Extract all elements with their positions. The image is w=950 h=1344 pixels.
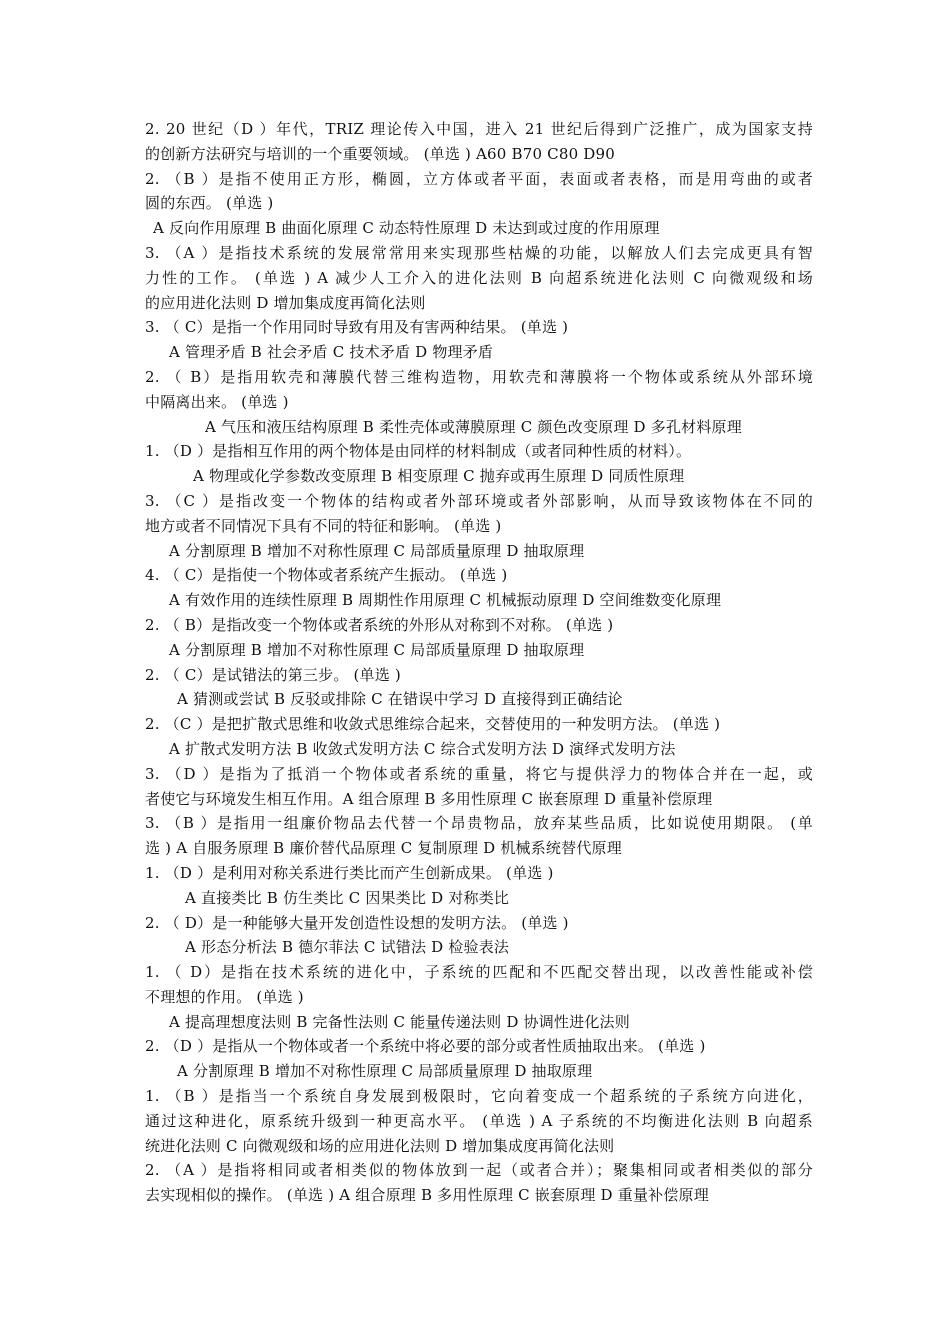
text-line: 3. （B ）是指用一组廉价物品去代替一个昂贵物品，放弃某些品质，比如说使用期限。 (单 bbox=[145, 814, 813, 833]
text-line: A 气压和液压结构原理 B 柔性壳体或薄膜原理 C 颜色改变原理 D 多孔材料原理 bbox=[205, 417, 742, 436]
text-line: 不理想的作用。 (单选 ) bbox=[145, 987, 304, 1006]
text-line: 2. （A ）是指将相同或者相类似的物体放到一起（或者合并）；聚集相同或者相类似的部分 bbox=[145, 1161, 813, 1180]
text-line: A 物理或化学参数改变原理 B 相变原理 C 抛弃或再生原理 D 同质性原理 bbox=[193, 467, 685, 486]
text-line: 选 ) A 自服务原理 B 廉价替代品原理 C 复制原理 D 机械系统替代原理 bbox=[145, 839, 622, 858]
text-line: A 猜测或尝试 B 反驳或排除 C 在错误中学习 D 直接得到正确结论 bbox=[177, 690, 623, 709]
text-line: 通过这种进化，原系统升级到一种更高水平。 (单选 ) A 子系统的不均衡进化法则 B 向超系 bbox=[145, 1111, 813, 1130]
text-line: 力性的工作。 (单选 ) A 减少人工介入的进化法则 B 向超系统进化法则 C 向微观级和场 bbox=[145, 268, 813, 287]
text-line: 者使它与环境发生相互作用。A 组合原理 B 多用性原理 C 嵌套原理 D 重量补偿原理 bbox=[145, 789, 713, 808]
text-line: 3. （A ）是指技术系统的发展常常用来实现那些枯燥的功能，以解放人们去完成更具有智 bbox=[145, 243, 813, 262]
text-line: 2. （B ）是指不使用正方形，椭圆，立方体或者平面，表面或者表格，而是用弯曲的或者 bbox=[145, 169, 813, 188]
text-line: A 有效作用的连续性原理 B 周期性作用原理 C 机械振动原理 D 空间维数变化原理 bbox=[169, 591, 722, 610]
text-line: A 提高理想度法则 B 完备性法则 C 能量传递法则 D 协调性进化法则 bbox=[169, 1012, 630, 1031]
text-line: 2. （ C）是试错法的第三步。 (单选 ) bbox=[145, 665, 401, 684]
text-line: 圆的东西。 (单选 ) bbox=[145, 194, 274, 213]
text-line: A 分割原理 B 增加不对称性原理 C 局部质量原理 D 抽取原理 bbox=[169, 541, 585, 560]
text-line: 2. （ D）是一种能够大量开发创造性设想的发明方法。 (单选 ) bbox=[145, 913, 569, 932]
document-page bbox=[145, 117, 813, 1208]
text-line: A 分割原理 B 增加不对称性原理 C 局部质量原理 D 抽取原理 bbox=[177, 1062, 593, 1081]
text-line: 1. （ D）是指在技术系统的进化中，子系统的匹配和不匹配交替出现，以改善性能或补偿 bbox=[145, 963, 813, 982]
text-line: 的应用进化法则 D 增加集成度再简化法则 bbox=[145, 293, 426, 312]
text-line: 3. （D ）是指为了抵消一个物体或者系统的重量，将它与提供浮力的物体合并在一起，或 bbox=[145, 764, 813, 783]
text-line: 2. （D ）是指从一个物体或者一个系统中将必要的部分或者性质抽取出来。 (单选 ) bbox=[145, 1037, 706, 1056]
text-line: A 扩散式发明方法 B 收敛式发明方法 C 综合式发明方法 D 演绎式发明方法 bbox=[169, 739, 676, 758]
text-line: A 分割原理 B 增加不对称性原理 C 局部质量原理 D 抽取原理 bbox=[169, 640, 585, 659]
text-line: 地方或者不同情况下具有不同的特征和影响。 (单选 ) bbox=[145, 516, 502, 535]
text-line: 1. （D ）是利用对称关系进行类比而产生创新成果。 (单选 ) bbox=[145, 863, 554, 882]
text-line: 统进化法则 C 向微观级和场的应用进化法则 D 增加集成度再简化法则 bbox=[145, 1136, 615, 1155]
text-line: 的创新方法研究与培训的一个重要领域。 (单选 ) A60 B70 C80 D90 bbox=[145, 144, 616, 163]
text-line: 4. （ C）是指使一个物体或者系统产生振动。 (单选 ) bbox=[145, 566, 508, 585]
text-line: 1. （B ）是指当一个系统自身发展到极限时，它向着变成一个超系统的子系统方向进化， bbox=[145, 1087, 813, 1106]
text-line: 3. （ C）是指一个作用同时导致有用及有害两种结果。 (单选 ) bbox=[145, 318, 569, 337]
text-line: 中隔离出来。 (单选 ) bbox=[145, 392, 289, 411]
text-line: 3. （C ）是指改变一个物体的结构或者外部环境或者外部影响，从而导致该物体在不同的 bbox=[145, 491, 813, 510]
text-line: A 直接类比 B 仿生类比 C 因果类比 D 对称类比 bbox=[185, 888, 510, 907]
text-line: 2. （ B）是指改变一个物体或者系统的外形从对称到不对称。 (单选 ) bbox=[145, 615, 614, 634]
text-line: 2. 20 世纪（D ）年代，TRIZ 理论传入中国，进入 21 世纪后得到广泛推广，成为国家支持 bbox=[145, 120, 813, 138]
text-line: 2. （ B）是指用软壳和薄膜代替三维构造物，用软壳和薄膜将一个物体或系统从外部环境 bbox=[145, 367, 813, 386]
text-line: A 管理矛盾 B 社会矛盾 C 技术矛盾 D 物理矛盾 bbox=[169, 343, 494, 362]
text-line: 2. （C ）是把扩散式思维和收敛式思维综合起来，交替使用的一种发明方法。 (单选 ) bbox=[145, 715, 721, 734]
text-line: 去实现相似的操作。 (单选 ) A 组合原理 B 多用性原理 C 嵌套原理 D 重量补偿原理 bbox=[145, 1186, 709, 1205]
text-line: 1. （D ）是指相互作用的两个物体是由同样的材料制成（或者同种性质的材料）。 bbox=[145, 442, 692, 461]
text-line: A 反向作用原理 B 曲面化原理 C 动态特性原理 D 未达到或过度的作用原理 bbox=[153, 219, 660, 238]
text-line: A 形态分析法 B 德尔菲法 C 试错法 D 检验表法 bbox=[185, 938, 510, 957]
